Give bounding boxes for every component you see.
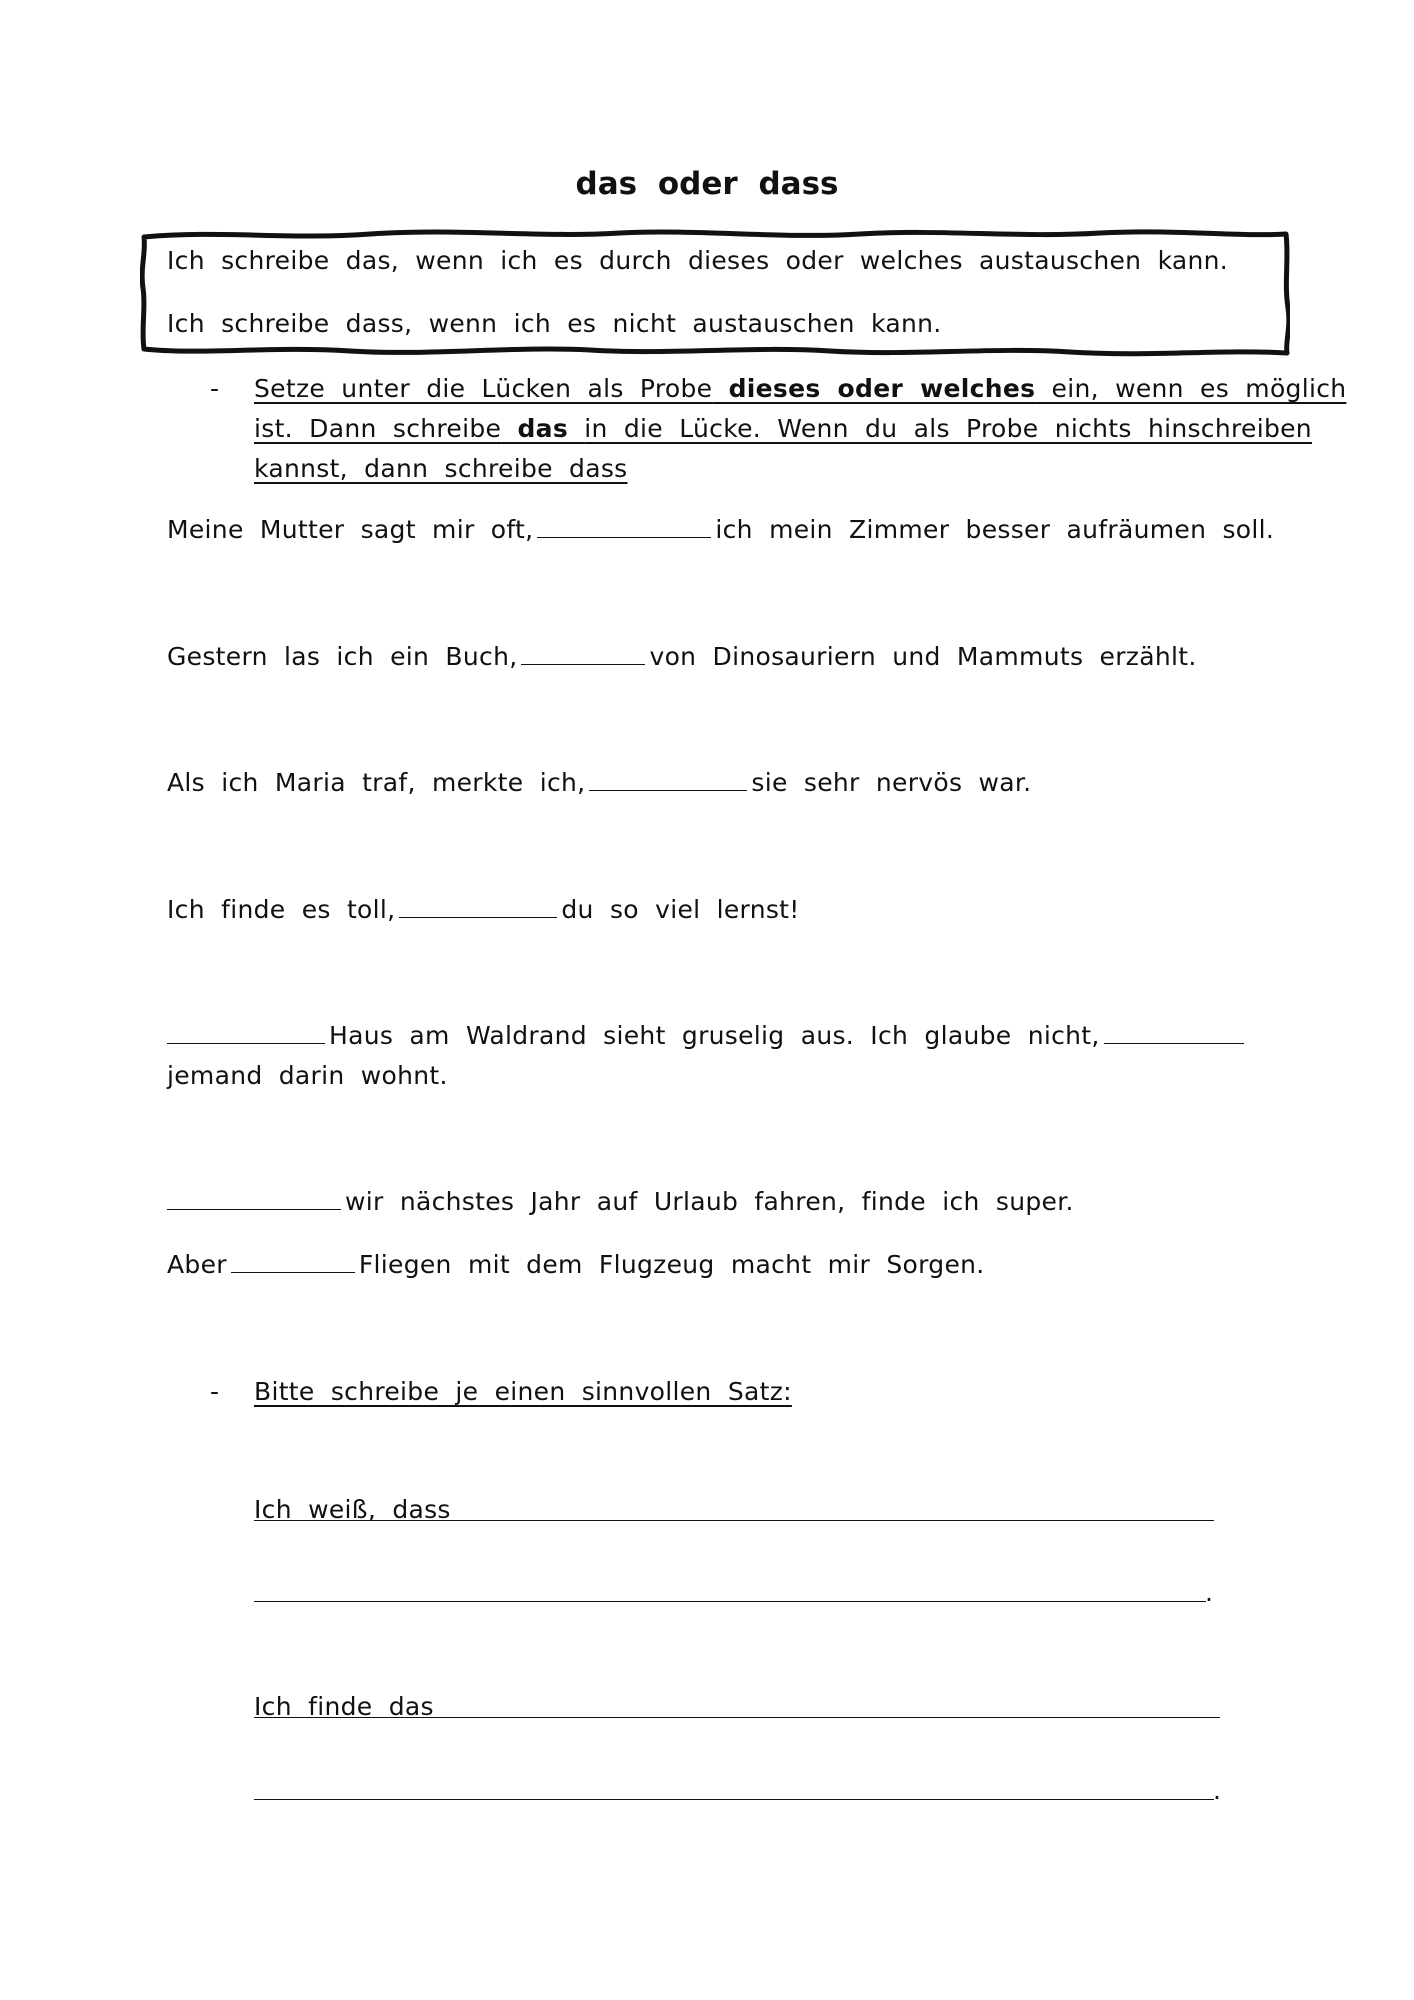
sentence-1: Meine Mutter sagt mir oft, ich mein Zimmer besser aufräumen soll. xyxy=(167,515,1275,544)
blank-3[interactable] xyxy=(589,768,747,791)
prompt-ich-finde-das: Ich finde das xyxy=(254,1692,434,1721)
rule-das: Ich schreibe das, wenn ich es durch dieses oder welches austauschen kann. xyxy=(167,246,1229,275)
prompt-ich-weiss-dass: Ich weiß, dass xyxy=(254,1495,451,1524)
sentence-5-continued: jemand darin wohnt. xyxy=(167,1061,448,1090)
page-title: das oder dass xyxy=(575,166,839,202)
period-2: . xyxy=(1213,1776,1222,1805)
period-1: . xyxy=(1205,1578,1214,1607)
blank-7[interactable] xyxy=(167,1187,341,1210)
blank-5[interactable] xyxy=(167,1021,325,1044)
blank-2[interactable] xyxy=(521,642,645,665)
sentence-3: Als ich Maria traf, merkte ich, sie sehr nervös war. xyxy=(167,768,1032,797)
answer-line-1b[interactable] xyxy=(254,1601,1206,1602)
blank-4[interactable] xyxy=(399,895,557,918)
instruction-line-1: Setze unter die Lücken als Probe dieses oder welches ein, wenn es möglich xyxy=(254,374,1347,403)
instruction-line-3: kannst, dann schreibe dass xyxy=(254,454,628,483)
task2-instruction: Bitte schreibe je einen sinnvollen Satz: xyxy=(254,1377,792,1406)
answer-line-1a[interactable] xyxy=(254,1520,1214,1521)
answer-line-2a[interactable] xyxy=(254,1717,1220,1718)
sentence-4: Ich finde es toll, du so viel lernst! xyxy=(167,895,800,924)
instruction-line-2: ist. Dann schreibe das in die Lücke. Wenn du als Probe nichts hinschreiben xyxy=(254,414,1312,443)
rule-dass: Ich schreibe dass, wenn ich es nicht austauschen kann. xyxy=(167,309,942,338)
sentence-6: wir nächstes Jahr auf Urlaub fahren, finde ich super. xyxy=(163,1187,1074,1216)
sentence-2: Gestern las ich ein Buch, von Dinosauriern und Mammuts erzählt. xyxy=(167,642,1197,671)
answer-line-2b[interactable] xyxy=(254,1799,1214,1800)
task2-bullet: - xyxy=(210,1377,220,1406)
blank-6[interactable] xyxy=(1104,1021,1244,1044)
instruction-bullet: - xyxy=(210,374,220,403)
sentence-7: Aber Fliegen mit dem Flugzeug macht mir Sorgen. xyxy=(167,1250,985,1279)
blank-8[interactable] xyxy=(231,1250,355,1273)
blank-1[interactable] xyxy=(537,515,711,538)
sentence-5: Haus am Waldrand sieht gruselig aus. Ich glaube nicht, xyxy=(163,1021,1248,1050)
